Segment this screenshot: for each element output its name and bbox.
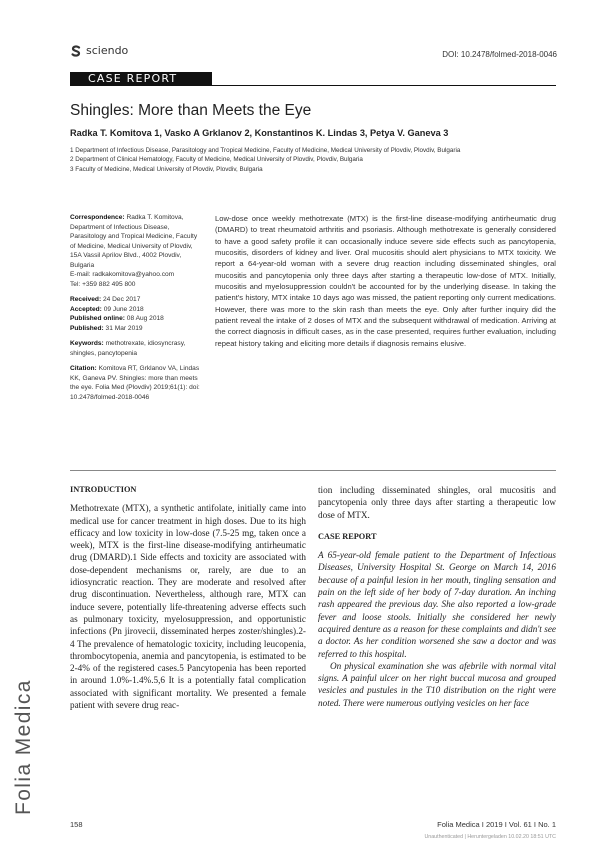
citation-block: Citation: Komitova RT, Grklanov VA, Lindas KK, Ganeva PV. Shingles: more than meets the eye. Folia Med (Plovdiv) 2019;61(1): doi: 10.2478/folmed-2018-0046 bbox=[70, 365, 200, 401]
sciendo-logo-icon bbox=[70, 45, 82, 57]
accepted-date: 09 June 2018 bbox=[103, 305, 144, 313]
case-report-text-1: A 65-year-old female patient to the Department of Infectious Diseases, University Hospital St. George on March 14, 2016 because of a painful lesion in her mouth, tingling sensation and pain on the left side of her body of 7-day duration. An inching rash appeared the previous day. She also reported a low-grade fever and loose stools. Initially she considered her newly acquired denture as a reason for these complaints and didn't see a doctor. As her condition worsened she saw a doctor and was referred to this hospital. bbox=[318, 550, 556, 659]
journal-vertical-title: Folia Medica bbox=[12, 679, 35, 815]
publisher-logo bbox=[70, 44, 128, 57]
received-date: 24 Dec 2017 bbox=[103, 296, 141, 303]
article-title: Shingles: More than Meets the Eye bbox=[70, 102, 312, 119]
abstract: Low-dose once weekly methotrexate (MTX) is the first-line disease-modifying antirheumatic drug (DMARD) to treat rheumatoid arthritis and psoriasis. Although methotrexate is generally considered to have a good safety profile it can occasionally induce severe side effects such as pancytopenia, mucositis, disorders of kidney and liver. Oral mucositis should alert physicians to MTX toxicity. We report a 64-year-old woman with a severe drug reaction including disseminated shingles, oral mucositis and pancytopenia only three days after starting a therapeutic low-dose of MTX. Initially, mucositis and myelosuppression couldn't be accounted for by the underlying disease. In taking the patient's history, MTX intake 10 days ago was missed, the patient reporting only current medications. However, there was more to the skin rash than meets the eye. Only after further inquiry did the patient reveal the intake of 2 doses of MTX and the subsequent withdrawal of medication. Arriving at the correct diagnosis in difficult cases, as in the case presented, requires further evaluation, including repeat history taking and eliciting more details if diagnosis remains elusive. bbox=[215, 214, 556, 348]
doi-header[interactable]: DOI: 10.2478/folmed-2018-0046 bbox=[442, 50, 557, 59]
section-bar bbox=[70, 72, 556, 86]
journal-info: Folia Medica I 2019 I Vol. 61 I No. 1 bbox=[437, 820, 556, 829]
citation: Komitova RT, Grklanov VA, Lindas KK, Ganeva PV. Shingles: more than meets the eye. Folia Med (Plovdiv) 2019;61(1): doi: 10.2478/folmed-2018-0046 bbox=[70, 365, 200, 401]
body-column-left bbox=[70, 484, 306, 711]
affiliation-2: 2 Department of Clinical Hematology, Faculty of Medicine, Medical University of Plovdiv, Plovdiv, Bulgaria bbox=[70, 156, 363, 164]
keywords-block: Keywords: methotrexate, idiosyncrasy, shingles, pancytopenia bbox=[70, 340, 186, 357]
telephone: Tel: +359 882 495 800 bbox=[70, 280, 136, 288]
case-report-heading: CASE REPORT bbox=[318, 531, 377, 541]
published-date: 31 Mar 2019 bbox=[105, 324, 143, 332]
published-online-date: 08 Aug 2018 bbox=[126, 315, 164, 322]
affiliation-3: 3 Faculty of Medicine, Medical University of Plovdiv, Plovdiv, Bulgaria bbox=[70, 165, 263, 173]
page-number: 158 bbox=[70, 820, 83, 829]
keywords: methotrexate, idiosyncrasy, shingles, pancytopenia bbox=[70, 340, 186, 357]
publisher-name: sciendo bbox=[86, 44, 129, 57]
section-label: CASE REPORT bbox=[70, 72, 212, 86]
body-column-right bbox=[318, 484, 556, 709]
correspondence-block: Correspondence: Radka T. Komitova, Department of Infectious Disease, Parasitology and Tropical Medicine, Faculty of Medicine, Medical University of Plovdiv, 15A Vassil Aprilov Blvd., 4002 Plovdiv, Bulgaria E-mail: radkakomitova@yahoo.com Tel: +359 882 495 800 bbox=[70, 214, 198, 288]
introduction-text: Methotrexate (MTX), a synthetic antifolate, initially came into medical use for cancer treatment in high doses. Due to its high efficacy and low toxicity in low-dose (7.5-25 mg, taken once a week), MTX is the first-line disease-modifying antirheumatic drug (DMARD).1 Side effects and toxicity are associated with dose-dependent mechanisms or, rarely, are due to an idiosyncratic reaction. They are moderate and resolved after drug discontinuation. Nevertheless, although rare, MTX can induce severe, potentially life-threatening adverse effects such as pulmonary toxicity, myelosuppression, and opportunistic infections (Pn jirovecii, disseminated herpes zoster/shingles).2-4 The prevalence of hematologic toxicity, including leucopenia, thrombocytopenia, anemia and pancytopenia, is estimated to be 2-4% of the registered cases.5 Pancytopenia has been reported in around 1.0%-1.4%.5,6 It is a potentially fatal complication associated with significant mortality. We presented a female patient with severe drug reac- bbox=[70, 503, 306, 711]
correspondence-text: Radka T. Komitova, Department of Infectious Disease, Parasitology and Tropical Medicine, Faculty of Medicine, Medical University of Plovdiv, 15A Vassil Aprilov Blvd., 4002 Plovdiv, Bulgaria bbox=[70, 214, 198, 269]
author-list: Radka T. Komitova 1, Vasko A Grklanov 2, Konstantinos K. Lindas 3, Petya V. Ganeva 3 bbox=[70, 128, 449, 138]
affiliation-1: 1 Department of Infectious Disease, Parasitology and Tropical Medicine, Faculty of Medicine, Medical University of Plovdiv, Plovdiv, Bulgaria bbox=[70, 147, 461, 154]
dates-block: Received: 24 Dec 2017 Accepted: 09 June 2018 Published online: 08 Aug 2018 Published: 31 Mar 2019 bbox=[70, 296, 164, 332]
email[interactable]: E-mail: radkakomitova@yahoo.com bbox=[70, 271, 175, 278]
introduction-continued: tion including disseminated shingles, oral mucositis and pancytopenia only three days after starting a therapeutic low dose of MTX. bbox=[318, 485, 556, 520]
case-report-text-2: On physical examination she was afebrile with normal vital signs. A painful ulcer on her right buccal mucosa and grouped vesicles and pustules in the T10 distribution on the right were noted. There were numerous outlying vesicles on her face bbox=[318, 660, 556, 708]
introduction-heading: INTRODUCTION bbox=[70, 485, 137, 494]
article-sidebar bbox=[70, 213, 200, 408]
affiliations bbox=[70, 146, 560, 174]
section-divider bbox=[70, 470, 556, 471]
download-note: Unauthenticated | Heruntergeladen 10.02.20 18:51 UTC bbox=[424, 834, 556, 840]
